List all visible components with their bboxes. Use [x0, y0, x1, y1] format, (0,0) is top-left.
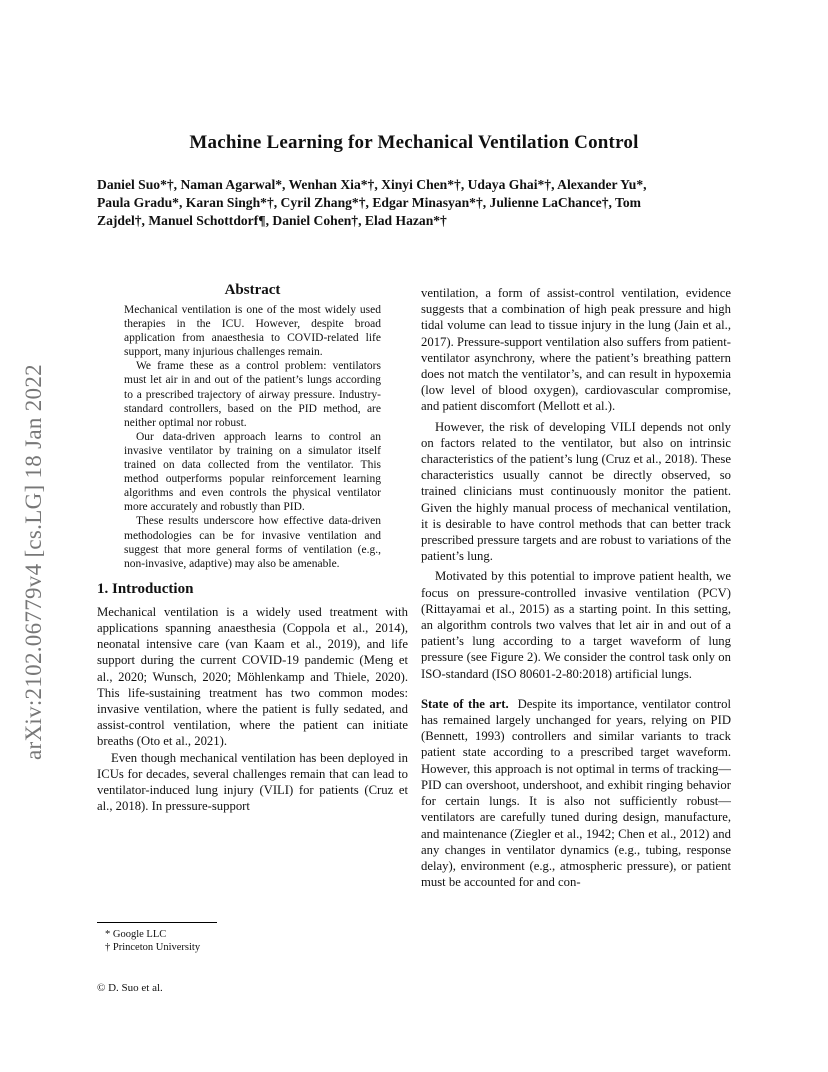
abstract: [97, 303, 408, 571]
section-heading-introduction: 1. Introduction: [97, 580, 194, 597]
abstract-paragraph: Mechanical ventilation is one of the most widely used therapies in the ICU. However, despite broad application from anaesthesia to COVID-related life support, many injurious challenges remain.: [124, 304, 381, 359]
abstract-paragraph: We frame these as a control problem: ventilators must let air in and out of the patient’s lungs according to a prescribed trajectory of airway pressure. Industry-standard controllers, based on the PID method, are neither optimal nor robust.: [124, 360, 381, 429]
paragraph-heading: State of the art.: [421, 696, 509, 711]
left-column: [97, 282, 408, 814]
body-paragraph: [421, 696, 731, 890]
footnote: † Princeton University: [105, 942, 201, 953]
copyright-notice: © D. Suo et al.: [97, 982, 163, 994]
footnotes: [97, 928, 408, 954]
paper-title: Machine Learning for Mechanical Ventilation Control: [189, 132, 639, 153]
body-paragraph: Motivated by this potential to improve patient health, we focus on pressure-controlled invasive ventilation (PCV) (Rittayamai et al., 2015) as a starting point. In this setting, an algorithm controls two valves that let air in and out of a patient’s lung according to a target waveform of lung pressure (see Figure 2). We consider the control task only on ISO-standard (ISO 80601-2-80:2018) artificial lungs.: [421, 569, 731, 681]
paragraph-text: Despite its importance, ventilator control has remained largely unchanged for years, relying on PID (Bennett, 1993) controllers and similar variants to track patient state according to a prescribed target waveform. However, this approach is not optimal in terms of tracking—PID can overshoot, undershoot, and exhibit ringing behavior for certain lungs. It is also not sufficiently robust—ventilators are carefully tuned during design, manufacture, and maintenance (Ziegler et al., 1942; Chen et al., 2012) and any changes in ventilator dynamics (e.g., tubing, response delay), environment (e.g., atmospheric pressure), or patient must be accounted for and con-: [421, 696, 732, 890]
body-paragraph: Even though mechanical ventilation has been deployed in ICUs for decades, several challenges remain that can lead to ventilator-induced lung injury (VILI) for patients (Cruz et al., 2018). In pressure-support: [97, 750, 408, 814]
author-line-2: Paula Gradu*, Karan Singh*†, Cyril Zhang*†, Edgar Minasyan*†, Julienne LaChance†, Tom: [97, 195, 641, 210]
abstract-heading: Abstract: [224, 282, 281, 298]
right-column: [421, 285, 731, 890]
body-paragraph: ventilation, a form of assist-control ventilation, evidence suggests that a combination of high peak pressure and high tidal volume can lead to tissue injury in the lung (Jain et al., 2017). Pressure-support ventilation also suffers from patient-ventilator asynchrony, where the patient’s breathing pattern does not match the ventilator’s, and can result in hypoxemia (low level of blood oxygen), cardiovascular compromise, and patient discomfort (Mellott et al.).: [421, 286, 731, 414]
abstract-paragraph: These results underscore how effective data-driven methodologies can be for invasive ventilation and suggest that more general forms of ventilation (e.g., non-invasive, adaptive) may also be amenable.: [124, 515, 381, 570]
abstract-paragraph: Our data-driven approach learns to control an invasive ventilator by training on a simulator itself trained on data collected from the ventilator. This method outperforms popular reinforcement learning algorithms and even controls the physical ventilator more accurately and robustly than PID.: [124, 430, 381, 514]
arxiv-identifier: arXiv:2102.06779v4 [cs.LG] 18 Jan 2022: [21, 364, 46, 760]
author-list: [97, 176, 731, 230]
body-paragraph: Mechanical ventilation is a widely used treatment with applications spanning anaesthesia (Coppola et al., 2014), neonatal intensive care (van Kaam et al., 2019), and life support during the current COVID-19 pandemic (Meng et al., 2020; Wunsch, 2020; Möhlenkamp and Thiele, 2020). This life-sustaining treatment has two common modes: invasive ventilation, where the patient is fully sedated, and assist-control ventilation, where the patient can initiate breaths (Oto et al., 2021).: [97, 604, 408, 749]
author-line-1: Daniel Suo*†, Naman Agarwal*, Wenhan Xia*†, Xinyi Chen*†, Udaya Ghai*†, Alexander Yu*,: [97, 177, 647, 192]
body-paragraph: However, the risk of developing VILI depends not only on factors related to the ventilator, but also on intrinsic characteristics of the patient’s lung (Cruz et al., 2018). These characteristics usually cannot be directly observed, so trained clinicians must continuously monitor the patient. Given the highly manual process of mechanical ventilation, it is desirable to have control methods that can better track prescribed pressure targets and are robust to variations of the patient’s lung.: [421, 419, 731, 564]
footnote: * Google LLC: [105, 929, 167, 940]
footnote-rule: [97, 922, 217, 923]
author-line-3: Zajdel†, Manuel Schottdorf¶, Daniel Cohen†, Elad Hazan*†: [97, 213, 447, 228]
